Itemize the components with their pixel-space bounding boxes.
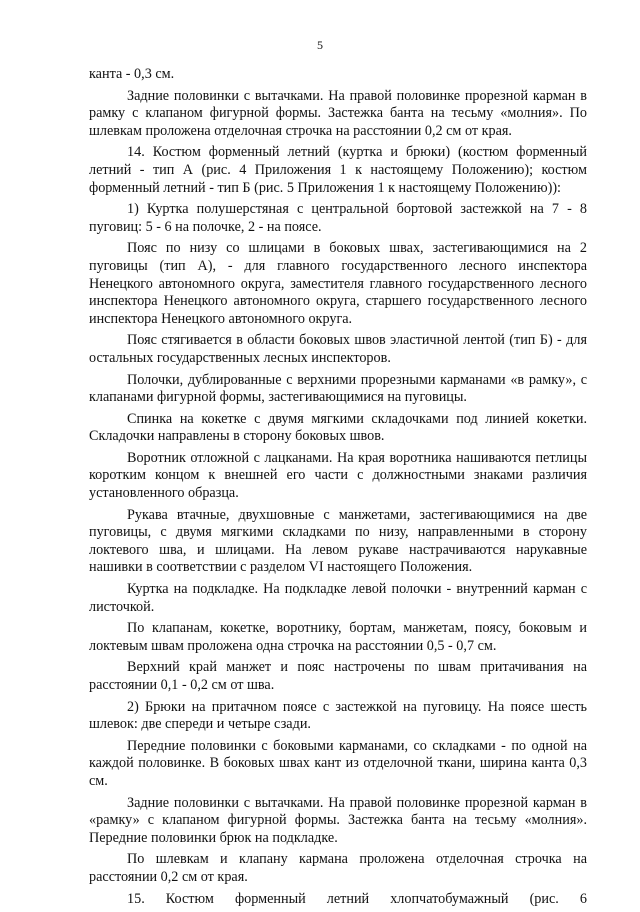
- paragraph: Задние половинки с вытачками. На правой половинке прорезной карман в «рамку» с клапаном фигурной формы. Застежка банта на тесьму «молния». Передние половинки брюк на подкладке.: [89, 794, 587, 846]
- paragraph: 14. Костюм форменный летний (куртка и брюки) (костюм форменный летний - тип А (рис. 4 Приложения 1 к настоящему Положению); костюм форменный летний - тип Б (рис. 5 Приложения 1 к настоящему Положению)):: [89, 144, 587, 196]
- paragraph: Верхний край манжет и пояс настрочены по швам притачивания на расстоянии 0,1 - 0,2 см от шва.: [89, 659, 587, 693]
- paragraph: Воротник отложной с лацканами. На края воротника нашиваются петлицы коротким концом к внешней его части с должностными знаками различия установленного образца.: [89, 449, 587, 502]
- paragraph: Полочки, дублированные с верхними прорезными карманами «в рамку», с клапанами фигурной формы, застегивающимися на пуговицы.: [89, 371, 587, 406]
- paragraph: По шлевкам и клапану кармана проложена отделочная строчка на расстоянии 0,2 см от края.: [89, 851, 587, 885]
- paragraph: Пояс по низу со шлицами в боковых швах, застегивающимися на 2 пуговицы (тип А), - для главного государственного лесного инспектора Ненецкого автономного округа, заместителя главного государственного лесного инспектора Ненецкого автономного округа, старшего государственного лесного инспектора Ненецкого автономного округа.: [89, 240, 587, 327]
- document-body: [89, 66, 587, 912]
- paragraph: Спинка на кокетке с двумя мягкими складочками под линией кокетки. Складочки направлены в сторону боковых швов.: [89, 410, 587, 445]
- paragraph: Куртка на подкладке. На подкладке левой полочки - внутренний карман с листочкой.: [89, 581, 587, 615]
- paragraph: Передние половинки с боковыми карманами, со складками - по одной на каждой половинке. В боковых швах кант из отделочной ткани, ширина канта 0,3 см.: [89, 737, 587, 789]
- paragraph: канта - 0,3 см.: [89, 66, 175, 82]
- paragraph: По клапанам, кокетке, воротнику, бортам, манжетам, поясу, боковым и локтевым швам проложена одна строчка на расстоянии 0,5 - 0,7 см.: [89, 620, 587, 654]
- page-number: 5: [317, 38, 323, 52]
- paragraph: Рукава втачные, двухшовные с манжетами, застегивающимися на две пуговицы, с двумя мягкими складками по низу, направленными в сторону локтевого шва, и шлицами. На левом рукаве настрачиваются нарукавные нашивки в соответствии с разделом VI настоящего Положения.: [89, 506, 587, 576]
- paragraph: 15. Костюм форменный летний хлопчатобумажный (рис. 6: [127, 890, 587, 907]
- paragraph: 1) Куртка полушерстяная с центральной бортовой застежкой на 7 - 8 пуговиц: 5 - 6 на полочке, 2 - на поясе.: [89, 201, 587, 235]
- paragraph: Пояс стягивается в области боковых швов эластичной лентой (тип Б) - для остальных государственных лесных инспекторов.: [89, 332, 587, 366]
- paragraph: Задние половинки с вытачками. На правой половинке прорезной карман в рамку с клапаном фигурной формы. Застежка банта на тесьму «молния». По шлевкам проложена отделочная строчка на расстоянии 0,2 см от края.: [89, 87, 587, 139]
- paragraph: 2) Брюки на притачном поясе с застежкой на пуговицу. На поясе шесть шлевок: две спереди и четыре сзади.: [89, 698, 587, 733]
